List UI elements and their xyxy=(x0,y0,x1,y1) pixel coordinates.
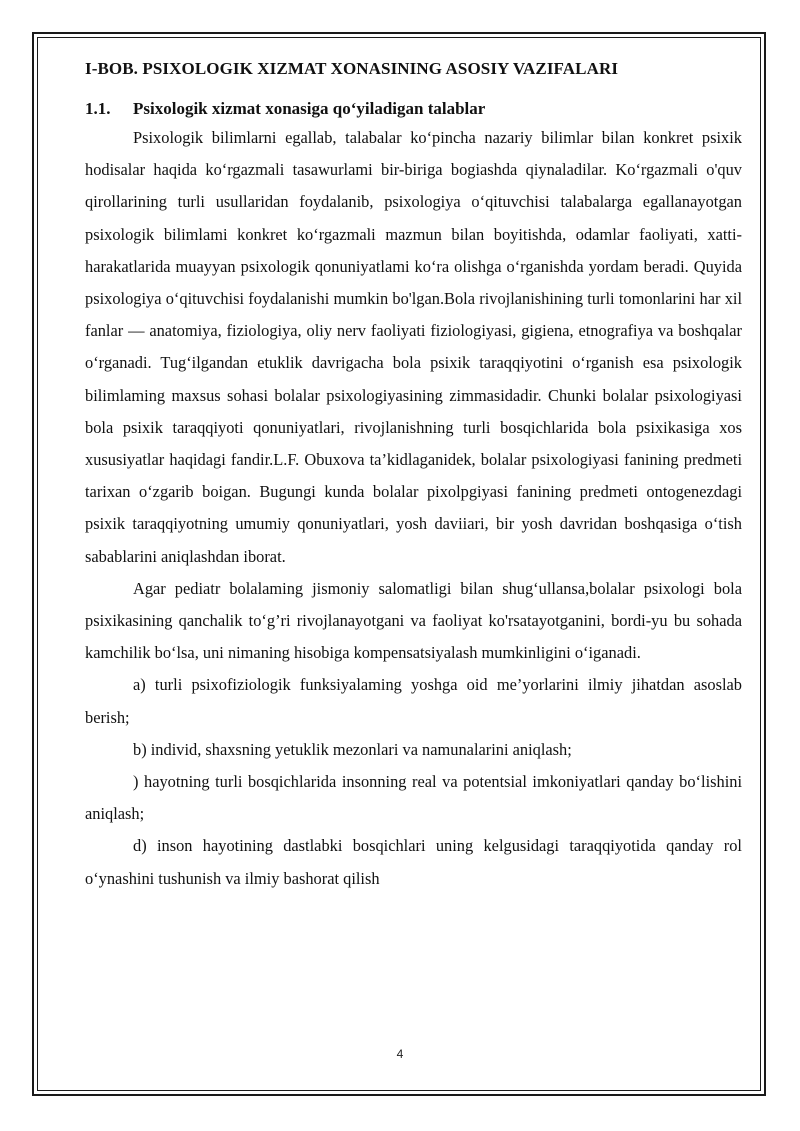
document-body xyxy=(85,56,742,895)
paragraph: Agar pediatr bolalaming jismoniy salomatligi bilan shug‘ullansa,bolalar psixologi bola psixikasining qanchalik to‘g’ri rivojlanayotgani va faoliyat ko'rsatayotganini, bordi-yu bu sohada kamchilik bo‘lsa, uni nimaning hisobiga kompensatsiyalash mumkinligini o‘iganadi. xyxy=(85,578,742,663)
chapter-title: I-BOB. PSIXOLOGIK XIZMAT XONASINING ASOSIY VAZIFALARI xyxy=(85,59,619,78)
list-item-c: ) hayotning turli bosqichlarida insonning real va potentsial imkoniyatlari qanday bo‘lishini aniqlash; xyxy=(85,772,742,824)
list-item-a: a) turli psixofiziologik funksiyalaming yoshga oid me’yorlarini ilmiy jihatdan asoslab berish; xyxy=(85,675,742,727)
section-number: 1.1. xyxy=(85,99,111,118)
paragraph: Psixologik bilimlarni egallab, talabalar ko‘pincha nazariy bilimlar bilan konkret psixik hodisalar haqida ko‘rgazmali tasawurlami bir-biriga bogiashda qiynaladilar. Ko‘rgazmali o'quv qirollarining turli usullaridan foydalanib, psixologiya o‘qituvchisi talabalarga egallanayotgan psixologik bilimlami konkret ko‘rgazmali mazmun bilan boyitishda, odamlar faoliyati, xatti-harakatlarida muayyan psixologik qonuniyatlami ko‘ra olishga o‘rganishda yordam beradi. Quyida psixologiya o‘qituvchisi foydalanishi mumkin bo'lgan.Bola rivojlanishining turli tomonlarini har xil fanlar — anatomiya, fiziologiya, oliy nerv faoliyati fiziologiyasi, gigiena, etnografiya va boshqalar o‘rganadi. Tug‘ilgandan etuklik davrigacha bola psixik taraqqiyotini o‘rganish esa psixologik bilimlaming maxsus sohasi bolalar psixologiyasining zimmasidadir. Chunki bolalar psixologiyasi bola psixik taraqqiyoti qonuniyatlari, rivojlanishning turli bosqichlarida bola psixikasiga xos xususiyatlar haqidagi fandir.L.F. Obuxova ta’kidlaganidek, bolalar psixologiyasi fanining predmeti tarixan o‘zgarib boigan. Bugungi kunda bolalar pixolpgiyasi fanining predmeti ontogenezdagi psixik taraqqiyotning umumiy qonuniyatlari, yosh daviiari, bir yosh davridan boshqasiga o‘tish sabablarini aniqlashdan iborat. xyxy=(85,128,742,566)
list-item-b: b) individ, shaxsning yetuklik mezonlari va namunalarini aniqlash; xyxy=(133,739,572,759)
section-title: Psixologik xizmat xonasiga qo‘yiladigan talablar xyxy=(133,99,486,118)
list-item-d: d) inson hayotining dastlabki bosqichlari uning kelgusidagi taraqqiyotida qanday rol o‘ynashini tushunish va ilmiy bashorat qilish xyxy=(85,836,742,888)
page-number: 4 xyxy=(396,1047,404,1061)
section-heading xyxy=(85,96,742,122)
